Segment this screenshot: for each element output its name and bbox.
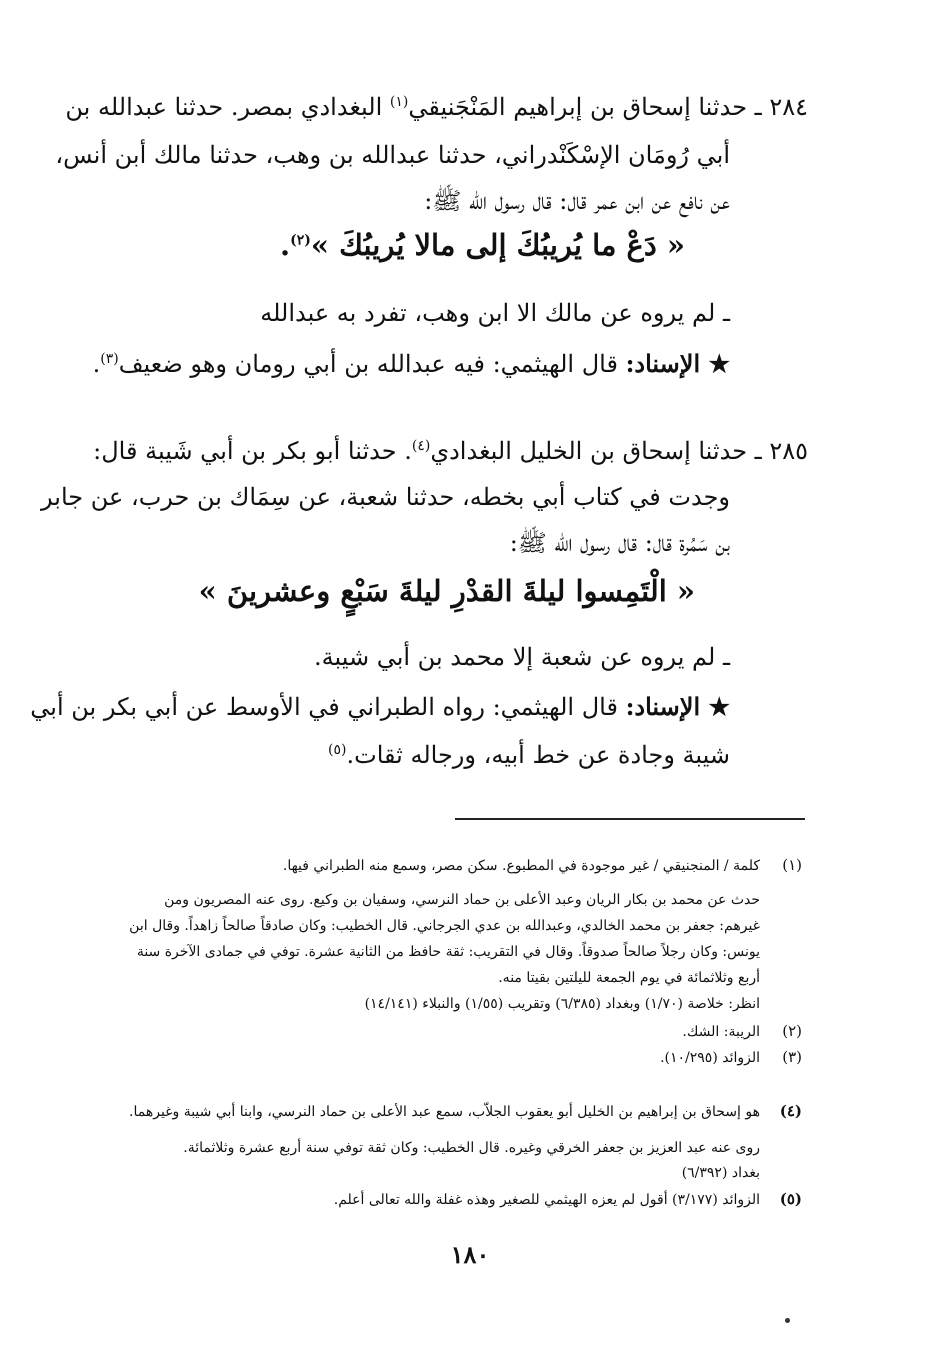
footnote-1-line-6: انظر: خلاصة (١/٧٠) وبغداد (٦/٣٨٥) وتقريب (١/٥٥) والنبلاء (١٤/١٤١) — [364, 996, 760, 1012]
footnote-5-number: (٥) — [779, 1190, 802, 1208]
hadith-285-line-3: بن سَمُرة قال: قال رسول الله ﷺ: — [509, 529, 730, 557]
footnote-1-line-3: غيرهم: جعفر بن محمد الخالدي، وعبدالله بن عدي الجرجاني. قال الخطيب: وكان صادقاً صالحاً زاهداً. وقال ابن — [129, 918, 760, 934]
hadith-284-line-3: عن نافع عن ابن عمر قال: قال رسول الله ﷺ: — [424, 187, 730, 215]
footnote-3-text: الزوائد (١٠/٢٩٥). — [660, 1050, 760, 1066]
footnote-1-line-2: حدث عن محمد بن بكار الريان وعبد الأعلى بن حماد النرسي، وسفيان بن وكيع. روى عنه المصريون ومن — [164, 892, 760, 908]
footnote-3-number: (٣) — [782, 1048, 802, 1066]
footnote-separator — [455, 818, 805, 820]
hadith-284-line-1: ٢٨٤ ـ حدثنا إسحاق بن إبراهيم المَنْجَنيقي$^{(١)}$ البغدادي بمصر. حدثنا عبدالله بن — [65, 93, 808, 121]
footnote-2-text: الريبة: الشك. — [682, 1024, 760, 1040]
footnote-1-line-1: كلمة / المنجنيقي / غير موجودة في المطبوع. سكن مصر، وسمع منه الطبراني فيها. — [282, 858, 760, 874]
hadith-285-isnad-line-1: ★ الإسناد: قال الهيثمي: رواه الطبراني في الأوسط عن أبي بكر بن أبي — [30, 692, 730, 721]
footnote-1-line-5: أربع وثلاثمائة في يوم الجمعة لليلتين بقيتا منه. — [498, 970, 760, 986]
hadith-285-isnad-line-2: شيبة وجادة عن خط أبيه، ورجاله ثقات.$^{(٥)}$ — [328, 741, 730, 769]
footnote-4-line-3: بغداد (٦/٣٩٢) — [681, 1165, 760, 1181]
hadith-284-line-2: أبي رُومَان الإسْكَنْدراني، حدثنا عبدالله بن وهب، حدثنا مالك أبن أنس، — [55, 141, 730, 169]
footnote-4-number: (٤) — [779, 1102, 802, 1120]
footnote-1-line-4: يونس: وكان رجلاً صالحاً صدوقاً. وقال في التقريب: ثقة حافظ من الثانية عشرة. توفي في جمادى الآخرة سنة — [136, 944, 760, 960]
hadith-285-line-1: ٢٨٥ ـ حدثنا إسحاق بن الخليل البغدادي$^{(٤)}$. حدثنا أبو بكر بن أبي شَيبة قال: — [93, 437, 808, 465]
hadith-285-note: ـ لم يروه عن شعبة إلا محمد بن أبي شيبة. — [313, 643, 730, 671]
footnote-4-line-1: هو إسحاق بن إبراهيم بن الخليل أبو يعقوب الجلاّب، سمع عبد الأعلى بن حماد النرسي، وابنا أبي شيبة وغيرهما. — [129, 1104, 760, 1120]
hadith-284-note: ـ لم يروه عن مالك الا ابن وهب، تفرد به عبدالله — [260, 299, 730, 327]
footnote-2-number: (٢) — [782, 1022, 802, 1040]
footnote-4-line-2: روى عنه عبد العزيز بن جعفر الخرقي وغيره. قال الخطيب: وكان ثقة توفي سنة أربع عشرة وثلاثمائة. — [183, 1140, 760, 1156]
hadith-285-matn: « الْتَمِسوا ليلةَ القدْرِ ليلةَ سَبْعٍ وعشرينَ » — [198, 574, 695, 608]
ink-dot — [785, 1318, 790, 1323]
page-number: ١٨٠ — [450, 1240, 490, 1269]
hadith-285-line-2: وجدت في كتاب أبي بخطه، حدثنا شعبة، عن سِمَاك بن حرب، عن جابر — [41, 483, 730, 511]
footnote-5-text: الزوائد (٣/١٧٧) أقول لم يعزه الهيثمي للصغير وهذه غفلة والله تعالى أعلم. — [333, 1192, 760, 1208]
hadith-284-matn: « دَعْ ما يُريبُكَ إلى مالا يُريبُكَ »$^{(٢)}$. — [279, 228, 685, 262]
footnote-1-number: (١) — [782, 856, 802, 874]
hadith-284-isnad: ★ الإسناد: قال الهيثمي: فيه عبدالله بن أبي رومان وهو ضعيف$^{(٣)}$. — [92, 349, 730, 378]
